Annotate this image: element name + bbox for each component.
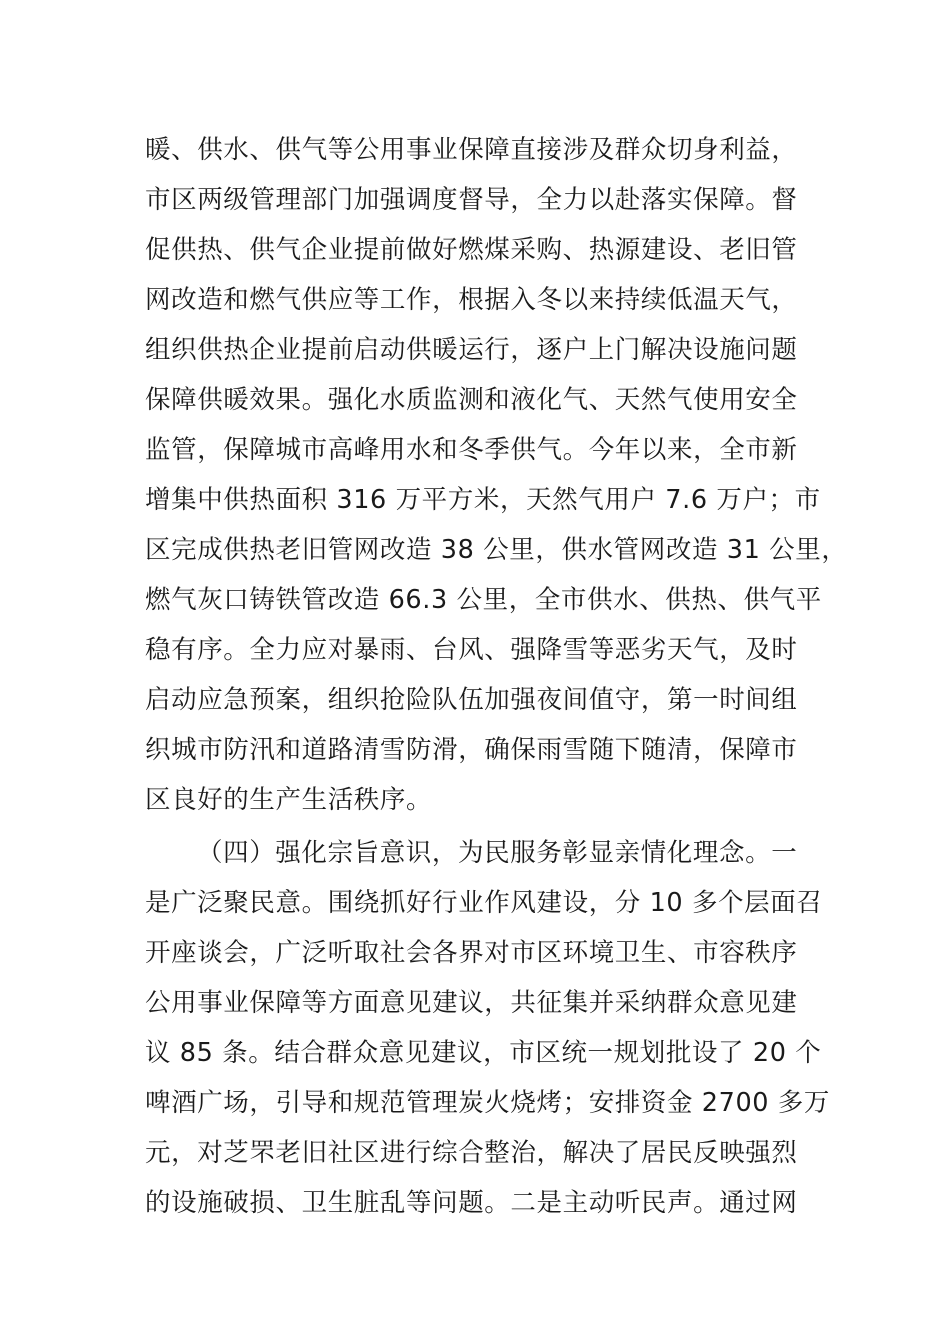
text-line: 增集中供热面积 316 万平方米，天然气用户 7.6 万户；市 (145, 485, 821, 515)
text-line: 市区两级管理部门加强调度督导，全力以赴落实保障。督 (145, 185, 798, 215)
text-line: 促供热、供气企业提前做好燃煤采购、热源建设、老旧管 (145, 235, 798, 265)
text-line: 啤酒广场，引导和规范管理炭火烧烤；安排资金 2700 多万 (145, 1088, 831, 1118)
text-line: 组织供热企业提前启动供暖运行，逐户上门解决设施问题 (145, 335, 798, 365)
text-line: 启动应急预案，组织抢险队伍加强夜间值守，第一时间组 (145, 685, 798, 715)
text-line: 元，对芝罘老旧社区进行综合整治，解决了居民反映强烈 (145, 1138, 798, 1168)
text-line: 监管，保障城市高峰用水和冬季供气。今年以来，全市新 (145, 435, 798, 465)
text-line: 公用事业保障等方面意见建议，共征集并采纳群众意见建 (145, 988, 798, 1018)
text-line: 燃气灰口铸铁管改造 66.3 公里，全市供水、供热、供气平 (145, 585, 822, 615)
text-line: 织城市防汛和道路清雪防滑，确保雨雪随下随清，保障市 (145, 735, 798, 765)
text-line: 是广泛聚民意。围绕抓好行业作风建设，分 10 多个层面召 (145, 888, 823, 918)
text-line: 区良好的生产生活秩序。 (145, 785, 433, 815)
section-heading-line: （四）强化宗旨意识，为民服务彰显亲情化理念。一 (197, 838, 798, 868)
text-line: 开座谈会，广泛听取社会各界对市区环境卫生、市容秩序 (145, 938, 798, 968)
text-line: 议 85 条。结合群众意见建议，市区统一规划批设了 20 个 (145, 1038, 822, 1068)
text-line: 的设施破损、卫生脏乱等问题。二是主动听民声。通过网 (145, 1188, 798, 1218)
text-line: 网改造和燃气供应等工作，根据入冬以来持续低温天气， (145, 285, 798, 315)
text-line: 区完成供热老旧管网改造 38 公里，供水管网改造 31 公里， (145, 535, 848, 565)
text-line: 稳有序。全力应对暴雨、台风、强降雪等恶劣天气，及时 (145, 635, 798, 665)
text-line: 保障供暖效果。强化水质监测和液化气、天然气使用安全 (145, 385, 798, 415)
text-line: 暖、供水、供气等公用事业保障直接涉及群众切身利益， (145, 135, 798, 165)
